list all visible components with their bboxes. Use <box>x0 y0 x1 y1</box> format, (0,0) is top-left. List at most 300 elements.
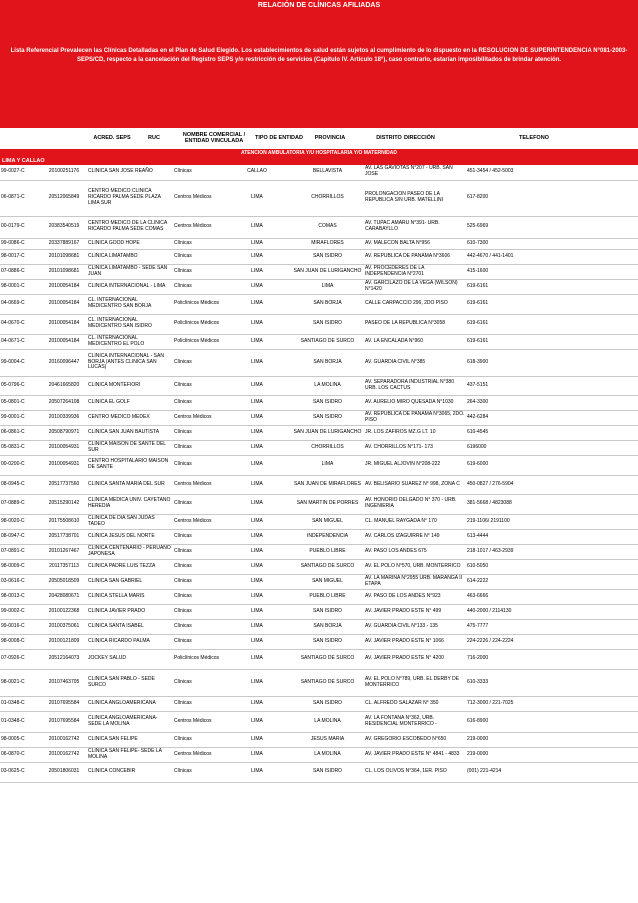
distrito-cell: SAN MIGUEL <box>291 574 364 589</box>
tipo-cell: Centros Médicos <box>173 410 223 425</box>
ruc-cell: 20107463705 <box>41 669 87 696</box>
nombre-cell: CLINICA JAVIER PRADO <box>87 604 173 619</box>
provincia-cell: LIMA <box>223 440 291 455</box>
acred-cell: 99-0086-C <box>0 238 41 249</box>
acred-cell: 99-0002-C <box>0 604 41 619</box>
ruc-cell: 20517737560 <box>41 475 87 494</box>
distrito-cell: JESUS MARIA <box>291 732 364 747</box>
acred-cell: 98-0009-C <box>0 559 41 574</box>
direccion-cell: AV. CHORRILLOS N°171- 173 <box>364 440 466 455</box>
table-row <box>0 279 638 294</box>
direccion-cell: CL. MANUEL RAYGADA N° 170 <box>364 514 466 529</box>
nombre-cell: CLINICA SANTA MARIA DEL SUR <box>87 475 173 494</box>
tipo-cell: Centros Médicos <box>173 514 223 529</box>
ruc-cell: 20383540519 <box>41 216 87 238</box>
nombre-cell: CLINICA MEDICA UNIV. CAYETANO HEREDIA <box>87 494 173 514</box>
acred-cell: 00-0200-C <box>0 455 41 475</box>
nombre-cell: CLINICA INTERNACIONAL - SAN BORJA (ANTES CLINICA SAN LUCAS) <box>87 349 173 376</box>
nombre-cell: CLINICA GOOD HOPE <box>87 238 173 249</box>
acred-cell: 01-0348-C <box>0 696 41 711</box>
table-row <box>0 529 638 544</box>
acred-cell: 99-0027-C <box>0 165 41 180</box>
direccion-cell: AV. JAVIER PRADO ESTE N° 4200 <box>364 649 466 669</box>
distrito-cell: SAN ISIDRO <box>291 634 364 649</box>
telefono-cell: 618-3900 <box>466 349 638 376</box>
provincia-cell: LIMA <box>223 376 291 395</box>
provincia-cell: LIMA <box>223 604 291 619</box>
tipo-cell: Clínicas <box>173 455 223 475</box>
nombre-cell: CLINICA SAN GABRIEL <box>87 574 173 589</box>
ruc-cell: 20175508610 <box>41 514 87 529</box>
table-row <box>0 264 638 279</box>
tipo-cell: Centros Médicos <box>173 180 223 216</box>
telefono-cell: 619-6161 <box>466 294 638 314</box>
tipo-cell: Clínicas <box>173 732 223 747</box>
nombre-cell: CL. INTERNACIONAL MEDICENTRO SAN ISIDRO <box>87 314 173 334</box>
telefono-cell: (001) 221-4214 <box>466 762 638 782</box>
acred-cell: 03-0616-C <box>0 574 41 589</box>
ruc-cell: 20101267467 <box>41 544 87 559</box>
direccion-cell: AV. LA MARINA N°2955 URB. MARANGA II ETAPA <box>364 574 466 589</box>
telefono-cell: 525-6969 <box>466 216 638 238</box>
direccion-cell: AV. TUPAC AMARU N°391- URB. CARABAYLLO <box>364 216 466 238</box>
direccion-cell: AV. GARCILAZO DE LA VEGA (WILSON) N°1420 <box>364 279 466 294</box>
direccion-cell: JR. LOS ZAFIROS MZ.G LT. 10 <box>364 425 466 440</box>
acred-cell: 08-0947-C <box>0 529 41 544</box>
telefono-cell: 616-8900 <box>466 711 638 732</box>
section-title: ATENCION AMBULATORIA Y/U HOSPITALARIA Y/O MATERNIDAD <box>0 149 638 157</box>
acred-cell: 07-0891-C <box>0 544 41 559</box>
table-row <box>0 238 638 249</box>
table-row <box>0 314 638 334</box>
nombre-cell: CLINICA SAN FELIPE <box>87 732 173 747</box>
provincia-cell: LIMA <box>223 475 291 494</box>
provincia-cell: LIMA <box>223 544 291 559</box>
table-row <box>0 249 638 264</box>
tipo-cell: Clínicas <box>173 589 223 604</box>
tipo-cell: Clínicas <box>173 440 223 455</box>
header-provincia: PROVINCIA <box>314 134 346 141</box>
nombre-cell: CLINICA INTERNACIONAL - LIMA <box>87 279 173 294</box>
table-row <box>0 455 638 475</box>
provincia-cell: LIMA <box>223 249 291 264</box>
tipo-cell: Policlínicos Médicos <box>173 649 223 669</box>
provincia-cell: LIMA <box>223 216 291 238</box>
telefono-cell: 219-1106/ 2191100 <box>466 514 638 529</box>
ruc-cell: 20117357113 <box>41 559 87 574</box>
table-row <box>0 649 638 669</box>
tipo-cell: Clínicas <box>173 529 223 544</box>
nombre-cell: CLINICA JESUS DEL NORTE <box>87 529 173 544</box>
distrito-cell: SANTIAGO DE SURCO <box>291 334 364 349</box>
telefono-cell: 219-0000 <box>466 732 638 747</box>
acred-cell: 05-0801-C <box>0 395 41 410</box>
table-row <box>0 376 638 395</box>
provincia-cell: LIMA <box>223 334 291 349</box>
table-row <box>0 294 638 314</box>
telefono-cell: 617-8200 <box>466 180 638 216</box>
ruc-cell: 20461665820 <box>41 376 87 395</box>
table-row <box>0 425 638 440</box>
ruc-cell: 20100121809 <box>41 634 87 649</box>
direccion-cell: AV. LA ENCALADA N°960 <box>364 334 466 349</box>
telefono-cell: 437-5151 <box>466 376 638 395</box>
acred-cell: 98-0005-C <box>0 732 41 747</box>
tipo-cell: Clínicas <box>173 395 223 410</box>
telefono-cell: 224-2226 / 224-2224 <box>466 634 638 649</box>
nombre-cell: CLINICA SANTA ISABEL <box>87 619 173 634</box>
nombre-cell: CLINICA CONCEBIR <box>87 762 173 782</box>
table-row <box>0 696 638 711</box>
direccion-cell: AV. PROCEDERES DE LA INDEPENDENCIA N°2701 <box>364 264 466 279</box>
provincia-cell: LIMA <box>223 514 291 529</box>
acred-cell: 07-0889-C <box>0 494 41 514</box>
table-row <box>0 514 638 529</box>
acred-cell: 08-0945-C <box>0 475 41 494</box>
direccion-cell: AV. CARLOS IZAGUIRRE N° 149 <box>364 529 466 544</box>
acred-cell: 06-0871-C <box>0 180 41 216</box>
direccion-cell: AV. EL POLO N°570, URB. MONTERRICO <box>364 559 466 574</box>
ruc-cell: 20501806031 <box>41 762 87 782</box>
tipo-cell: Clínicas <box>173 604 223 619</box>
telefono-cell: 6196000 <box>466 440 638 455</box>
provincia-cell: CALLAO <box>223 165 291 180</box>
ruc-cell: 20505018509 <box>41 574 87 589</box>
distrito-cell: LA MOLINA <box>291 376 364 395</box>
distrito-cell: PUEBLO LIBRE <box>291 589 364 604</box>
clinics-table <box>0 165 638 783</box>
ruc-cell: 20512065849 <box>41 180 87 216</box>
nombre-cell: CLINICA SAN PABLO - SEDE SURCO <box>87 669 173 696</box>
acred-cell: 06-0870-C <box>0 747 41 762</box>
header-nombre: NOMBRE COMERCIAL / ENTIDAD VINCULADA <box>182 131 246 144</box>
table-row <box>0 634 638 649</box>
ruc-cell: 20508790971 <box>41 425 87 440</box>
telefono-cell: 475-7777 <box>466 619 638 634</box>
ruc-cell: 20100162742 <box>41 747 87 762</box>
provincia-cell: LIMA <box>223 559 291 574</box>
direccion-cell: AV. JAVIER PRADO ESTE N° 4841 - 4833 <box>364 747 466 762</box>
telefono-cell: 440-2000 / 2114130 <box>466 604 638 619</box>
title-banner <box>0 0 638 128</box>
table-row <box>0 559 638 574</box>
direccion-cell: AV. LAS GAVIOTAS N°207 - URB. SAN JOSE <box>364 165 466 180</box>
telefono-cell: 619-6161 <box>466 279 638 294</box>
direccion-cell: AV. JAVIER PRADO ESTE N° 499 <box>364 604 466 619</box>
reference-note: Lista Referencial Prevalecen las Clínicas Detalladas en el Plan de Salud Elegido. Los establecimientos de salud están sujetos al cumplimiento de lo dispuesto en la RESOLUCION DE SUPERINTENDENCIA N°081-2003-SEPS/CD, respecto a la cancelación del Registro SEPS y/o restricción de servicios (Capítulo IV. Artículo 18°), caso contrario, estarían imposibilitados de brindar atención. <box>10 48 628 63</box>
provincia-cell: LIMA <box>223 279 291 294</box>
tipo-cell: Clínicas <box>173 559 223 574</box>
nombre-cell: CLINICA MAISON DE SANTE DEL SUR <box>87 440 173 455</box>
tipo-cell: Clínicas <box>173 376 223 395</box>
provincia-cell: LIMA <box>223 395 291 410</box>
distrito-cell: CHORRILLOS <box>291 180 364 216</box>
telefono-cell: 415-1600 <box>466 264 638 279</box>
telefono-cell: 614-2222 <box>466 574 638 589</box>
direccion-cell: AV. SEPARADORA INDUSTRIAL N°380 URB. LOS CACTUS <box>364 376 466 395</box>
provincia-cell: LIMA <box>223 455 291 475</box>
provincia-cell: LIMA <box>223 696 291 711</box>
acred-cell: 98-0013-C <box>0 589 41 604</box>
ruc-cell: 20100054184 <box>41 294 87 314</box>
table-row <box>0 349 638 376</box>
tipo-cell: Clínicas <box>173 165 223 180</box>
distrito-cell: SAN BORJA <box>291 619 364 634</box>
telefono-cell: 381-5668 / 4823088 <box>466 494 638 514</box>
provincia-cell: LIMA <box>223 314 291 334</box>
provincia-cell: LIMA <box>223 294 291 314</box>
distrito-cell: LIMA <box>291 279 364 294</box>
nombre-cell: CENTRO MEDICO MEDEX <box>87 410 173 425</box>
ruc-cell: 20100054184 <box>41 334 87 349</box>
telefono-cell: 610-5050 <box>466 559 638 574</box>
provincia-cell: LIMA <box>223 732 291 747</box>
tipo-cell: Clínicas <box>173 425 223 440</box>
distrito-cell: SAN ISIDRO <box>291 604 364 619</box>
ruc-cell: 20515290142 <box>41 494 87 514</box>
direccion-cell: AV. HONORIO DELGADO N° 370 - URB. INGENIERIA <box>364 494 466 514</box>
provincia-cell: LIMA <box>223 711 291 732</box>
table-row <box>0 395 638 410</box>
header-acred: ACRED. SEPS <box>93 134 131 141</box>
table-row <box>0 165 638 180</box>
tipo-cell: Clínicas <box>173 634 223 649</box>
ruc-cell: 20107695584 <box>41 696 87 711</box>
distrito-cell: PUEBLO LIBRE <box>291 544 364 559</box>
acred-cell: 04-0669-C <box>0 294 41 314</box>
distrito-cell: COMAS <box>291 216 364 238</box>
distrito-cell: SAN MIGUEL <box>291 514 364 529</box>
ruc-cell: 20101098681 <box>41 264 87 279</box>
distrito-cell: SAN JUAN DE LURIGANCHO <box>291 264 364 279</box>
ruc-cell: 20100054184 <box>41 279 87 294</box>
nombre-cell: CLINICA STELLA MARIS <box>87 589 173 604</box>
nombre-cell: JOCKEY SALUD <box>87 649 173 669</box>
tipo-cell: Clínicas <box>173 238 223 249</box>
acred-cell: 98-0001-C <box>0 279 41 294</box>
table-row <box>0 410 638 425</box>
nombre-cell: CLINICA ANGLOAMERICANA <box>87 696 173 711</box>
telefono-cell: 619-6161 <box>466 314 638 334</box>
header-direccion: DIRECCIÓN <box>404 134 435 141</box>
distrito-cell: SANTIAGO DE SURCO <box>291 649 364 669</box>
distrito-cell: SAN BORJA <box>291 294 364 314</box>
ruc-cell: 20107695584 <box>41 711 87 732</box>
header-tipo: TIPO DE ENTIDAD <box>255 134 303 141</box>
table-row <box>0 604 638 619</box>
nombre-cell: CLINICA SAN FELIPE- SEDE LA MOLINA <box>87 747 173 762</box>
telefono-cell: 264-3300 <box>466 395 638 410</box>
nombre-cell: CENTRO MEDICO CLINICA RICARDO PALMA SEDE PLAZA LIMA SUR <box>87 180 173 216</box>
tipo-cell: Centros Médicos <box>173 475 223 494</box>
table-row <box>0 619 638 634</box>
ruc-cell: 20100251176 <box>41 165 87 180</box>
telefono-cell: 463-6666 <box>466 589 638 604</box>
header-telefono: TELEFONO <box>519 134 549 141</box>
tipo-cell: Clínicas <box>173 249 223 264</box>
telefono-cell: 619-6161 <box>466 334 638 349</box>
distrito-cell: INDEPENDENCIA <box>291 529 364 544</box>
table-row <box>0 180 638 216</box>
ruc-cell: 20507264108 <box>41 395 87 410</box>
distrito-cell: SANTIAGO DE SURCO <box>291 559 364 574</box>
direccion-cell: AV. BELISARIO SUAREZ N° 998, ZONA C <box>364 475 466 494</box>
acred-cell: 01-0348-C <box>0 711 41 732</box>
acred-cell: 03-0625-C <box>0 762 41 782</box>
table-row <box>0 216 638 238</box>
direccion-cell: CALLE CARPACCIO 296, 2DO PISO <box>364 294 466 314</box>
telefono-cell: 610-7300 <box>466 238 638 249</box>
direccion-cell: AV. LA FONTANA N°362, URB. RESIDENCIAL MONTERRICO - <box>364 711 466 732</box>
nombre-cell: CLINICA SAN JUAN BAUTISTA <box>87 425 173 440</box>
ruc-cell: 20512164073 <box>41 649 87 669</box>
tipo-cell: Centros Médicos <box>173 747 223 762</box>
direccion-cell: AV. GUARDIA CIVIL N°385 <box>364 349 466 376</box>
direccion-cell: AV. PASO LOS ANDES 675 <box>364 544 466 559</box>
provincia-cell: LIMA <box>223 238 291 249</box>
nombre-cell: CLINICA RICARDO PALMA <box>87 634 173 649</box>
nombre-cell: CLINICA LIMATAMBO <box>87 249 173 264</box>
direccion-cell: AV. GREGORIO ESCOBEDO N°650 <box>364 732 466 747</box>
nombre-cell: CLINICA EL GOLF <box>87 395 173 410</box>
provincia-cell: LIMA <box>223 264 291 279</box>
nombre-cell: CLINICA PADRE LUIS TEZZA <box>87 559 173 574</box>
tipo-cell: Clínicas <box>173 544 223 559</box>
distrito-cell: SAN ISIDRO <box>291 395 364 410</box>
header-distrito: DISTRITO <box>376 134 402 141</box>
table-row <box>0 711 638 732</box>
acred-cell: 05-0796-C <box>0 376 41 395</box>
tipo-cell: Clínicas <box>173 264 223 279</box>
direccion-cell: AV. EL POLO N°789, URB. EL DERBY DE MONTERRICO <box>364 669 466 696</box>
distrito-cell: CHORRILLOS <box>291 440 364 455</box>
table-row <box>0 732 638 747</box>
direccion-cell: AV. PASO DE LOS ANDES N°923 <box>364 589 466 604</box>
acred-cell: 98-0021-C <box>0 669 41 696</box>
telefono-cell: 716-2000 <box>466 649 638 669</box>
distrito-cell: SAN JUAN DE MIRAFLORES <box>291 475 364 494</box>
acred-cell: 00-0179-C <box>0 216 41 238</box>
distrito-cell: MIRAFLORES <box>291 238 364 249</box>
tipo-cell: Policlínicos Médicos <box>173 334 223 349</box>
ruc-cell: 20428080671 <box>41 589 87 604</box>
provincia-cell: LIMA <box>223 762 291 782</box>
direccion-cell: AV. JAVIER PRADO ESTE N° 1066 <box>364 634 466 649</box>
tipo-cell: Centros Médicos <box>173 711 223 732</box>
ruc-cell: 20100162742 <box>41 732 87 747</box>
distrito-cell: SAN ISIDRO <box>291 762 364 782</box>
provincia-cell: LIMA <box>223 649 291 669</box>
acred-cell: 99-0001-C <box>0 410 41 425</box>
telefono-cell: 712-3000 / 221-7025 <box>466 696 638 711</box>
ruc-cell: 20160096447 <box>41 349 87 376</box>
acred-cell: 07-0926-C <box>0 649 41 669</box>
acred-cell: 05-0831-C <box>0 440 41 455</box>
header-ruc: RUC <box>148 134 160 141</box>
provincia-cell: LIMA <box>223 410 291 425</box>
provincia-cell: LIMA <box>223 425 291 440</box>
table-row <box>0 544 638 559</box>
ruc-cell: 20100375061 <box>41 619 87 634</box>
provincia-cell: LIMA <box>223 634 291 649</box>
ruc-cell: 20100054931 <box>41 455 87 475</box>
ruc-cell: 20517738701 <box>41 529 87 544</box>
provincia-cell: LIMA <box>223 574 291 589</box>
nombre-cell: CL. INTERNACIONAL MEDICENTRO EL POLO <box>87 334 173 349</box>
ruc-cell: 20100054931 <box>41 440 87 455</box>
acred-cell: 06-0861-C <box>0 425 41 440</box>
provincia-cell: LIMA <box>223 180 291 216</box>
telefono-cell: 218-1017 / 463-2939 <box>466 544 638 559</box>
tipo-cell: Clínicas <box>173 574 223 589</box>
telefono-cell: 442-6284 <box>466 410 638 425</box>
provincia-cell: LIMA <box>223 589 291 604</box>
distrito-cell: BELLAVISTA <box>291 165 364 180</box>
distrito-cell: LA MOLINA <box>291 747 364 762</box>
telefono-cell: 613-4444 <box>466 529 638 544</box>
table-row <box>0 747 638 762</box>
nombre-cell: CLINICA MONTEFIORI <box>87 376 173 395</box>
acred-cell: 98-0020-C <box>0 514 41 529</box>
telefono-cell: 610-4545 <box>466 425 638 440</box>
distrito-cell: LIMA <box>291 455 364 475</box>
tipo-cell: Clínicas <box>173 279 223 294</box>
distrito-cell: SANTIAGO DE SURCO <box>291 669 364 696</box>
table-row <box>0 494 638 514</box>
nombre-cell: CENTRO MEDICO DE LA CLINICA RICARDO PALMA SEDE COMAS <box>87 216 173 238</box>
table-row <box>0 762 638 782</box>
provincia-cell: LIMA <box>223 747 291 762</box>
table-row <box>0 574 638 589</box>
provincia-cell: LIMA <box>223 529 291 544</box>
provincia-cell: LIMA <box>223 669 291 696</box>
tipo-cell: Clínicas <box>173 494 223 514</box>
ruc-cell: 20100122368 <box>41 604 87 619</box>
distrito-cell: SAN BORJA <box>291 349 364 376</box>
direccion-cell: PASEO DE LA REPUBLICA N°3058 <box>364 314 466 334</box>
ruc-cell: 20100054184 <box>41 314 87 334</box>
tipo-cell: Clínicas <box>173 696 223 711</box>
direccion-cell: AV. MALECON BALTA N°956 <box>364 238 466 249</box>
distrito-cell: SAN ISIDRO <box>291 410 364 425</box>
table-row <box>0 440 638 455</box>
distrito-cell: LA MOLINA <box>291 711 364 732</box>
telefono-cell: 219-0000 <box>466 747 638 762</box>
ruc-cell: 20101098681 <box>41 249 87 264</box>
tipo-cell: Policlínicos Médicos <box>173 314 223 334</box>
distrito-cell: SAN ISIDRO <box>291 249 364 264</box>
provincia-cell: LIMA <box>223 349 291 376</box>
nombre-cell: CLINICA LIMATAMBO - SEDE SAN JUAN <box>87 264 173 279</box>
table-header <box>62 128 638 148</box>
direccion-cell: AV. GUARDIA CIVIL N°133 - 135 <box>364 619 466 634</box>
table-row <box>0 334 638 349</box>
nombre-cell: CLINICA DE DIA SAN JUDAS TADEO <box>87 514 173 529</box>
ruc-cell: 20337889167 <box>41 238 87 249</box>
telefono-cell: 619-6000 <box>466 455 638 475</box>
table-row <box>0 475 638 494</box>
direccion-cell: JR. MIGUEL ALJOVIN N°208-222 <box>364 455 466 475</box>
nombre-cell: CLINICA SAN JOSE REAÑO <box>87 165 173 180</box>
telefono-cell: 451-3454 / 452-5003 <box>466 165 638 180</box>
tipo-cell: Clínicas <box>173 349 223 376</box>
direccion-cell: CL. LOS OLIVOS N°364, 1ER. PISO <box>364 762 466 782</box>
acred-cell: 99-0016-C <box>0 619 41 634</box>
nombre-cell: CL. INTERNACIONAL MEDICENTRO SAN BORJA <box>87 294 173 314</box>
tipo-cell: Clínicas <box>173 619 223 634</box>
acred-cell: 04-0670-C <box>0 314 41 334</box>
distrito-cell: SAN ISIDRO <box>291 314 364 334</box>
